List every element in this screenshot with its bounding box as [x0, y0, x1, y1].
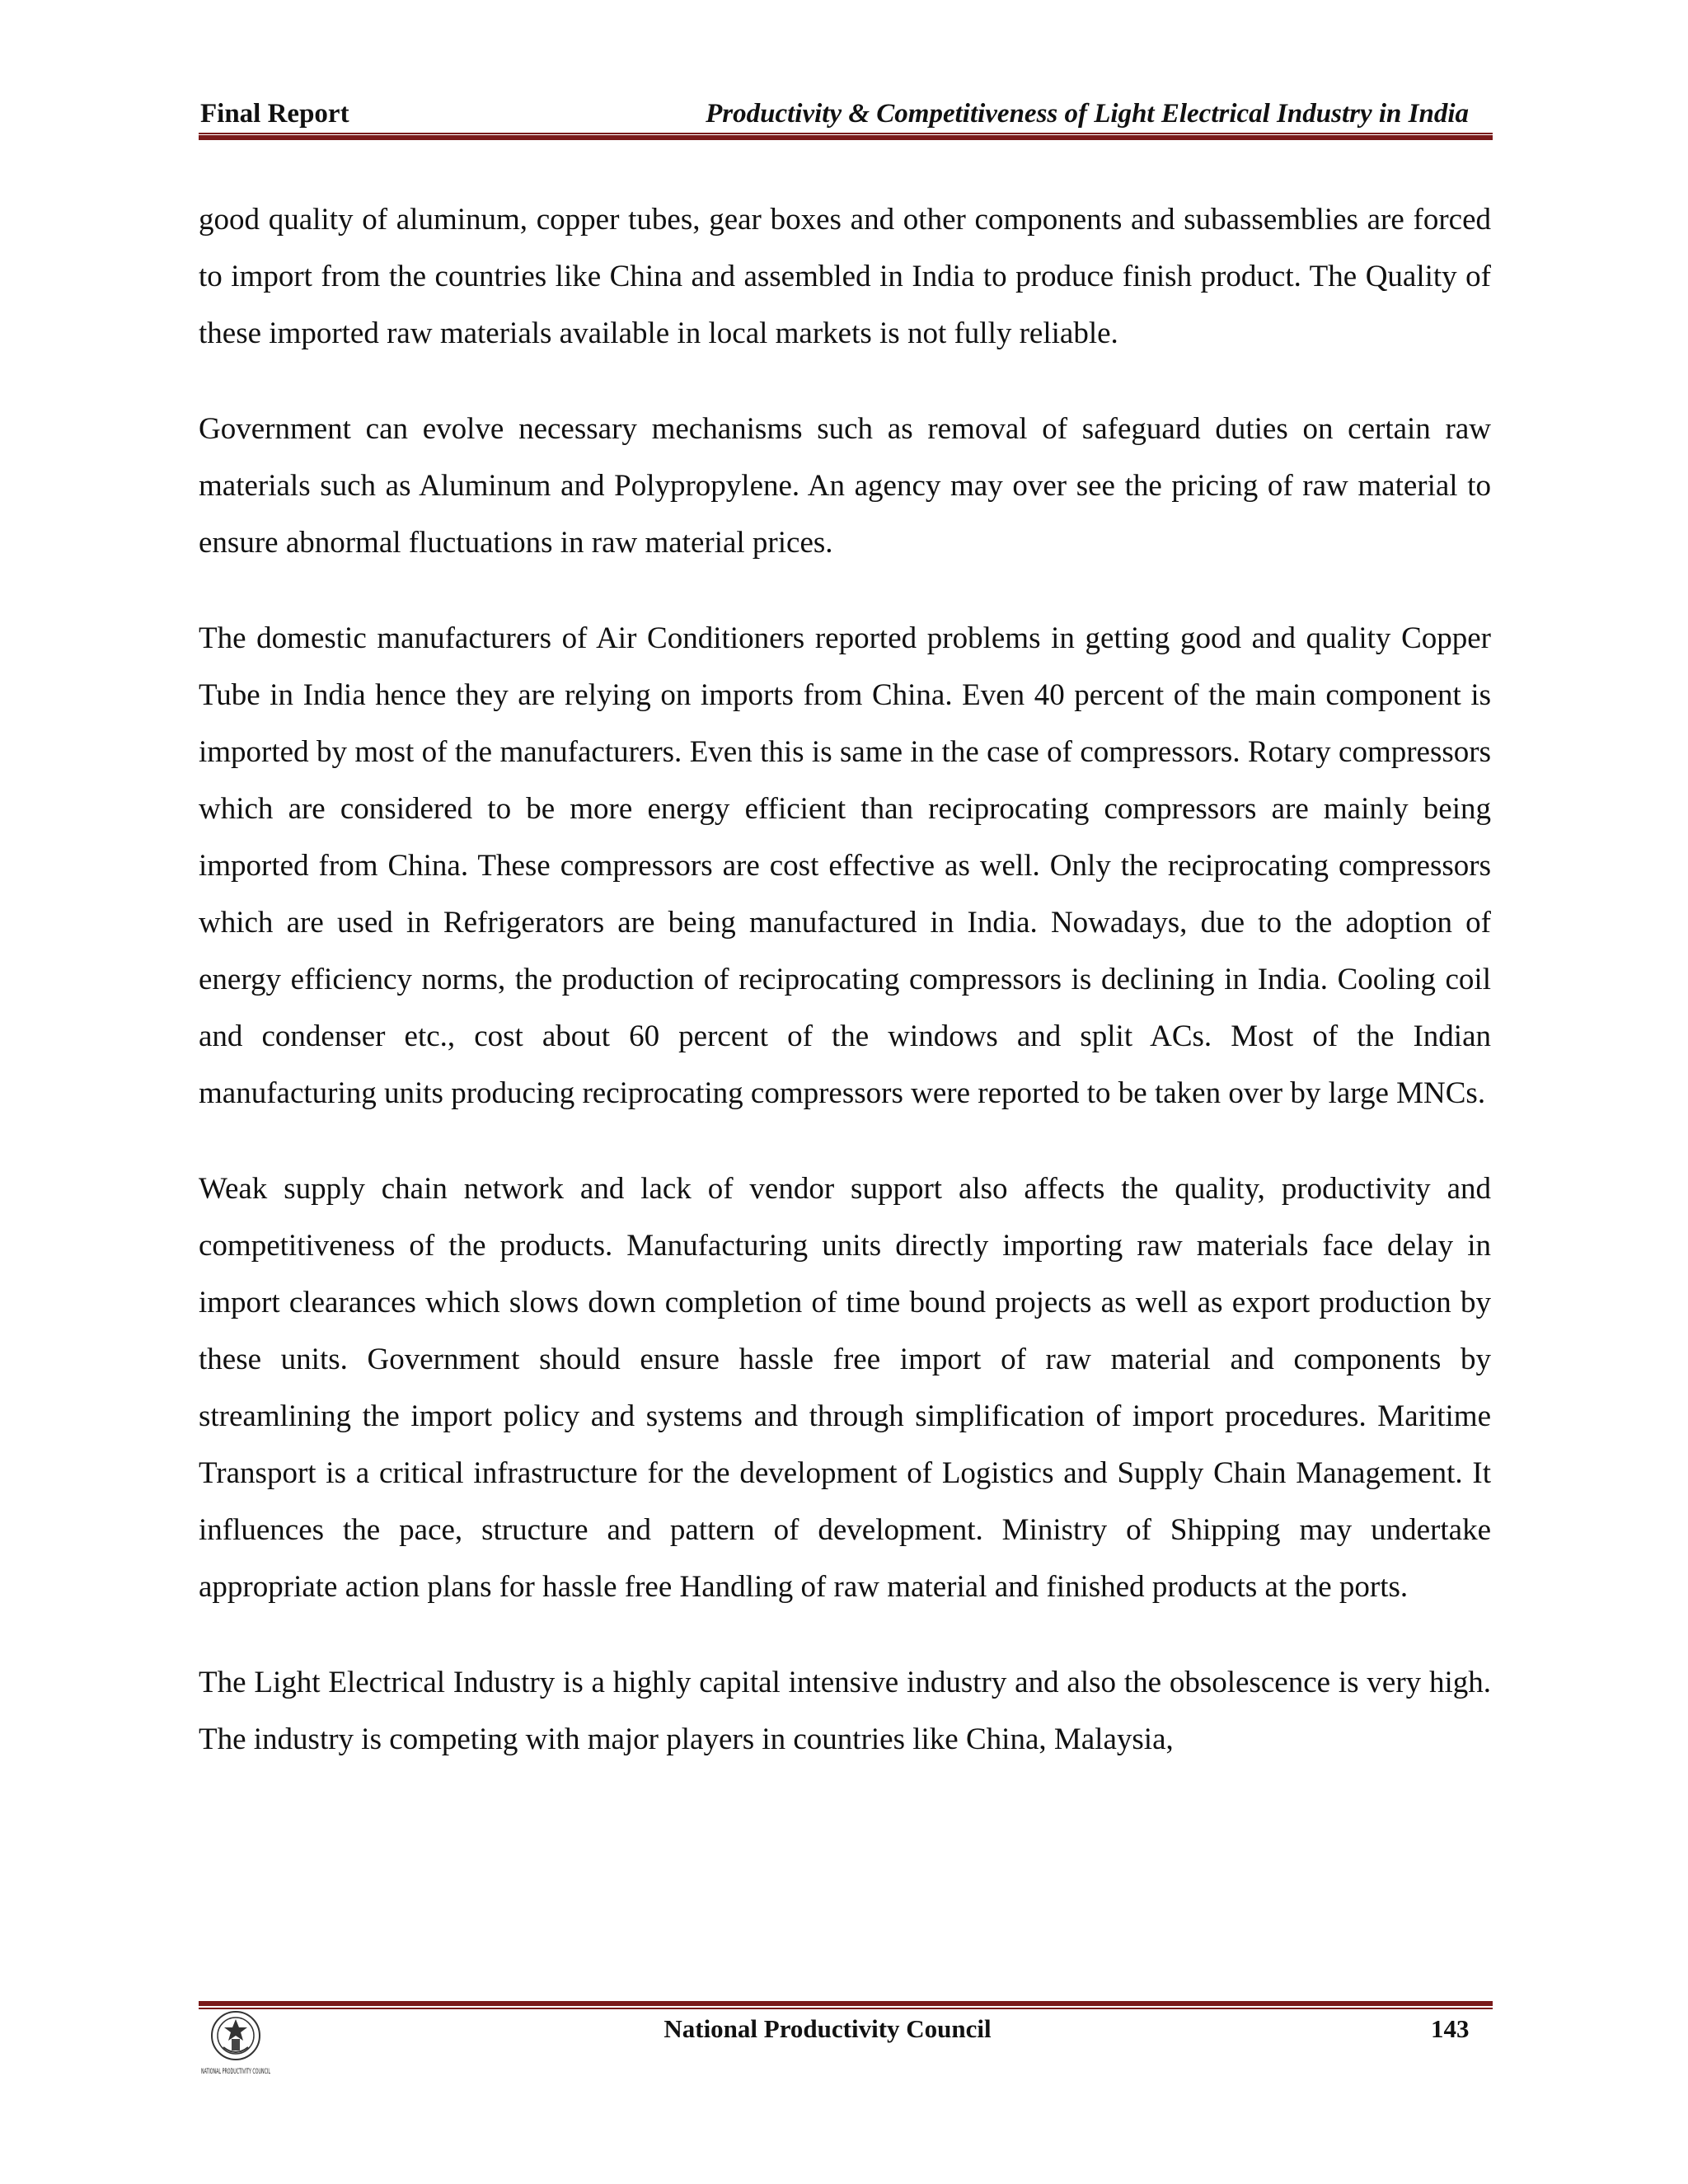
footer-organization-label: National Productivity Council — [663, 2014, 992, 2043]
footer-rule-thin — [199, 2008, 1493, 2009]
paragraph-air-conditioner-imports: The domestic manufacturers of Air Conditioners reported problems in getting good and quality Copper Tube in India hence they are relying on imports from China. Even 40 percent of the main component is imported by most of the manufacturers. Even this is same in the case of compressors. Rotary compressors which are considered to be more energy efficient than reciprocating compressors are mainly being imported from China. These compressors are cost effective as well. Only the reciprocating compressors which are used in Refrigerators are being manufactured in India. Nowadays, due to the adoption of energy efficiency norms, the production of reciprocating compressors is declining in India. Cooling coil and condenser etc., cost about 60 percent of the windows and split ACs. Most of the Indian manufacturing units producing reciprocating compressors were reported to be taken over by large MNCs. — [199, 621, 1491, 1110]
body-text — [199, 191, 1491, 1807]
paragraph-capital-intensive: The Light Electrical Industry is a highly capital intensive industry and also the obsolescence is very high. The industry is competing with major players in countries like China, Malaysia, — [199, 1666, 1491, 1756]
header-rule-thin — [199, 133, 1493, 134]
header-report-label: Final Report — [200, 99, 349, 129]
paragraph-raw-material-quality: good quality of aluminum, copper tubes, gear boxes and other components and subassemblies are forced to import from the countries like China and assembled in India to produce finish product. The Quality of these imported raw materials available in local markets is not fully reliable. — [199, 203, 1491, 350]
page-header — [199, 97, 1491, 134]
header-document-title: Productivity & Competitiveness of Light Electrical Industry in India — [706, 99, 1469, 129]
seal-caption: NATIONAL PRODUCTIVITY COUNCIL — [201, 2068, 270, 2076]
page-number: 143 — [1431, 2014, 1470, 2043]
header-rule-thick — [199, 135, 1493, 140]
paragraph-supply-chain: Weak supply chain network and lack of vendor support also affects the quality, productivity and competitiveness of the products. Manufacturing units directly importing raw materials face delay in import clearances which slows down completion of time bound projects as well as export production by these units. Government should ensure hassle free import of raw material and components by streamlining the import policy and systems and through simplification of import procedures. Maritime Transport is a critical infrastructure for the development of Logistics and Supply Chain Management. It influences the pace, structure and pattern of development. Ministry of Shipping may undertake appropriate action plans for hassle free Handling of raw material and finished products at the ports. — [199, 1172, 1491, 1604]
footer-rule-thick — [199, 2001, 1493, 2006]
paragraph-government-mechanisms: Government can evolve necessary mechanisms such as removal of safeguard duties on certain raw materials such as Aluminum and Polypropylene. An agency may over see the pricing of raw material to ensure abnormal fluctuations in raw material prices. — [199, 412, 1491, 560]
